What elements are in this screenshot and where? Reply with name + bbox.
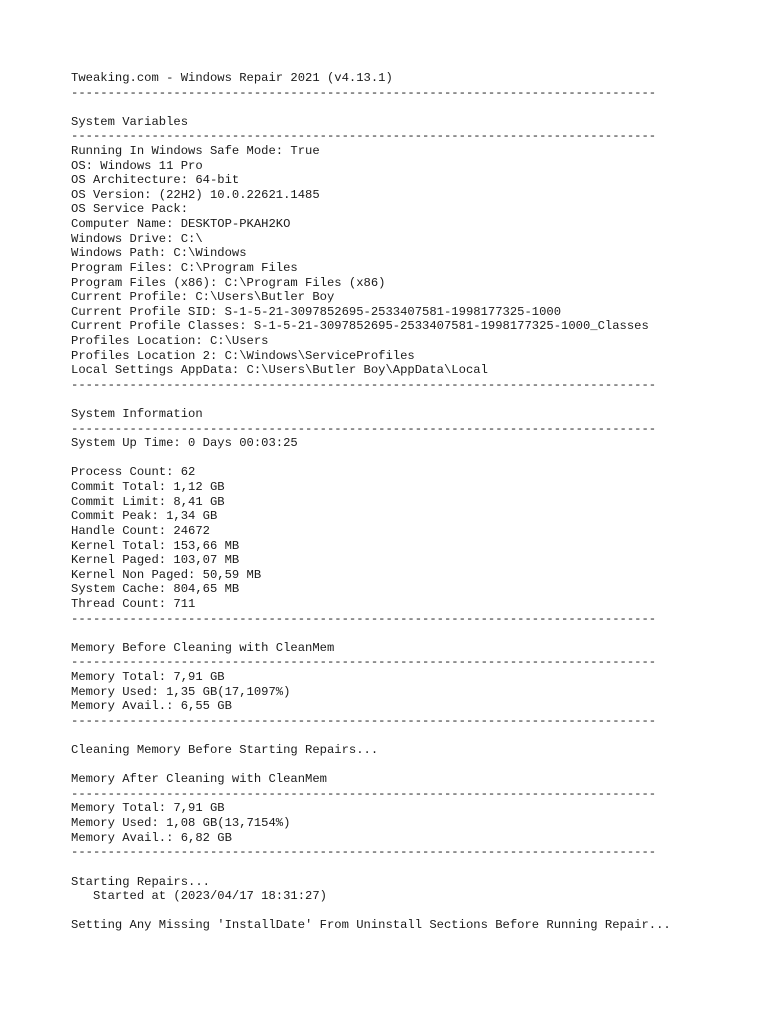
log-line: Computer Name: DESKTOP-PKAH2KO [71,217,291,232]
separator: -------------------------------------------------------------------------------- [71,845,657,860]
log-line: Memory Avail.: 6,55 GB [71,699,232,714]
log-line: Profiles Location 2: C:\Windows\ServiceProfiles [71,348,415,363]
log-line: Running In Windows Safe Mode: True [71,144,320,159]
log-line: Memory Total: 7,91 GB [71,801,225,816]
section-heading-memory-after: Memory After Cleaning with CleanMem [71,772,327,787]
separator: -------------------------------------------------------------------------------- [71,421,657,436]
log-line: Current Profile SID: S-1-5-21-3097852695-2533407581-1998177325-1000 [71,304,562,319]
log-line: Thread Count: 711 [71,596,196,611]
log-line: Current Profile: C:\Users\Butler Boy [71,290,335,305]
blank-line [71,100,671,115]
blank-line [71,758,671,773]
log-line: Setting Any Missing 'InstallDate' From Uninstall Sections Before Running Repair... [71,918,671,933]
section-heading-system-variables: System Variables [71,114,189,129]
log-line: Memory Avail.: 6,82 GB [71,830,232,845]
log-line: Kernel Non Paged: 50,59 MB [71,567,262,582]
log-line: Local Settings AppData: C:\Users\Butler Boy\AppData\Local [71,363,488,378]
log-line: Commit Peak: 1,34 GB [71,509,218,524]
log-line: System Cache: 804,65 MB [71,582,240,597]
log-line: Started at (2023/04/17 18:31:27) [71,889,327,904]
log-line: Commit Total: 1,12 GB [71,480,225,495]
log-line: Windows Drive: C:\ [71,231,203,246]
log-line: Memory Used: 1,08 GB(13,7154%) [71,816,291,831]
log-line: Memory Used: 1,35 GB(17,1097%) [71,684,291,699]
log-line: OS Version: (22H2) 10.0.22621.1485 [71,187,320,202]
blank-line [71,626,671,641]
log-line: Commit Limit: 8,41 GB [71,494,225,509]
separator: -------------------------------------------------------------------------------- [71,129,657,144]
separator: -------------------------------------------------------------------------------- [71,655,657,670]
section-heading-system-information: System Information [71,407,203,422]
log-line: Handle Count: 24672 [71,523,210,538]
separator: -------------------------------------------------------------------------------- [71,786,657,801]
log-title: Tweaking.com - Windows Repair 2021 (v4.13.1) [71,71,393,85]
log-line: Program Files (x86): C:\Program Files (x86) [71,275,386,290]
separator: -------------------------------------------------------------------------------- [71,713,657,728]
log-line: Kernel Paged: 103,07 MB [71,553,240,568]
log-line: OS Architecture: 64-bit [71,173,240,188]
log-line: Starting Repairs... [71,874,210,889]
log-line: Cleaning Memory Before Starting Repairs... [71,743,379,758]
log-line: Current Profile Classes: S-1-5-21-3097852695-2533407581-1998177325-1000_Classes [71,319,649,334]
log-line: Program Files: C:\Program Files [71,260,298,275]
blank-line [71,860,671,875]
log-text [71,71,671,933]
log-line: Profiles Location: C:\Users [71,333,269,348]
separator: -------------------------------------------------------------------------------- [71,85,657,100]
log-line: System Up Time: 0 Days 00:03:25 [71,436,298,451]
blank-line [71,904,671,919]
separator: -------------------------------------------------------------------------------- [71,377,657,392]
log-line: Memory Total: 7,91 GB [71,669,225,684]
blank-line [71,392,671,407]
log-line: OS Service Pack: [71,202,189,217]
log-line: OS: Windows 11 Pro [71,158,203,173]
blank-line [71,728,671,743]
log-line: Kernel Total: 153,66 MB [71,538,240,553]
section-heading-memory-before: Memory Before Cleaning with CleanMem [71,640,335,655]
separator: -------------------------------------------------------------------------------- [71,611,657,626]
blank-line [71,451,671,466]
log-line: Process Count: 62 [71,465,196,480]
log-line: Windows Path: C:\Windows [71,246,247,261]
